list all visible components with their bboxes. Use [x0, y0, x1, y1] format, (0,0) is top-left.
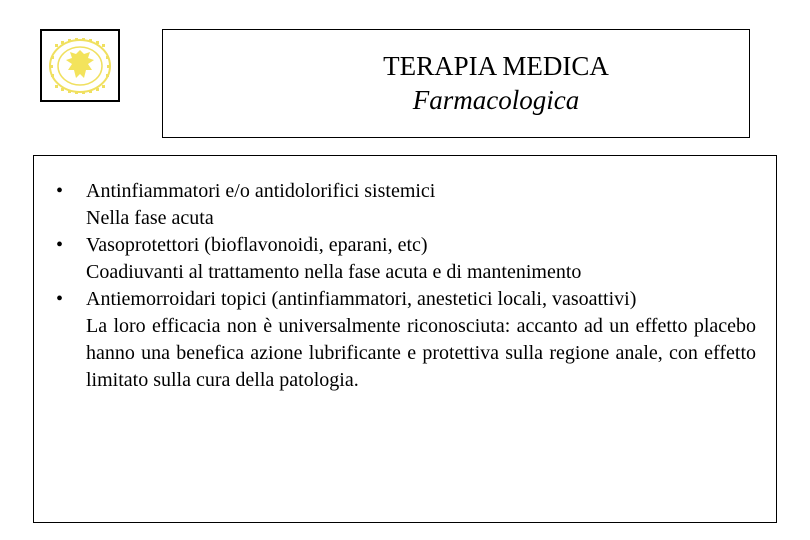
logo — [40, 29, 120, 102]
list-item-note: Coadiuvanti al trattamento nella fase acuta e di mantenimento — [86, 261, 582, 283]
list-item-note: Nella fase acuta — [86, 207, 214, 229]
bullet-icon: • — [56, 234, 64, 256]
bullet-icon: • — [56, 180, 64, 202]
list-item — [34, 286, 776, 394]
list-item — [34, 178, 776, 232]
bullet-list — [34, 178, 776, 394]
bullet-icon: • — [56, 288, 64, 310]
title-box — [162, 29, 750, 138]
page-title: TERAPIA MEDICA — [383, 51, 609, 81]
university-seal-icon — [46, 36, 114, 96]
page-subtitle: Farmacologica — [412, 85, 580, 115]
content-panel — [33, 155, 777, 523]
list-item-note: La loro efficacia non è universalmente riconosciuta: accanto ad un effetto placebo hanno una benefica azione lubrificante e protettiva sulla regione anale, con effetto limitato sulla cura della patologia. — [86, 315, 756, 391]
list-item-text: Antinfiammatori e/o antidolorifici sistemici — [86, 180, 436, 202]
list-item-text: Antiemorroidari topici (antinfiammatori, anestetici locali, vasoattivi) — [86, 288, 637, 310]
list-item-text: Vasoprotettori (bioflavonoidi, eparani, etc) — [86, 234, 428, 256]
list-item — [34, 232, 776, 286]
